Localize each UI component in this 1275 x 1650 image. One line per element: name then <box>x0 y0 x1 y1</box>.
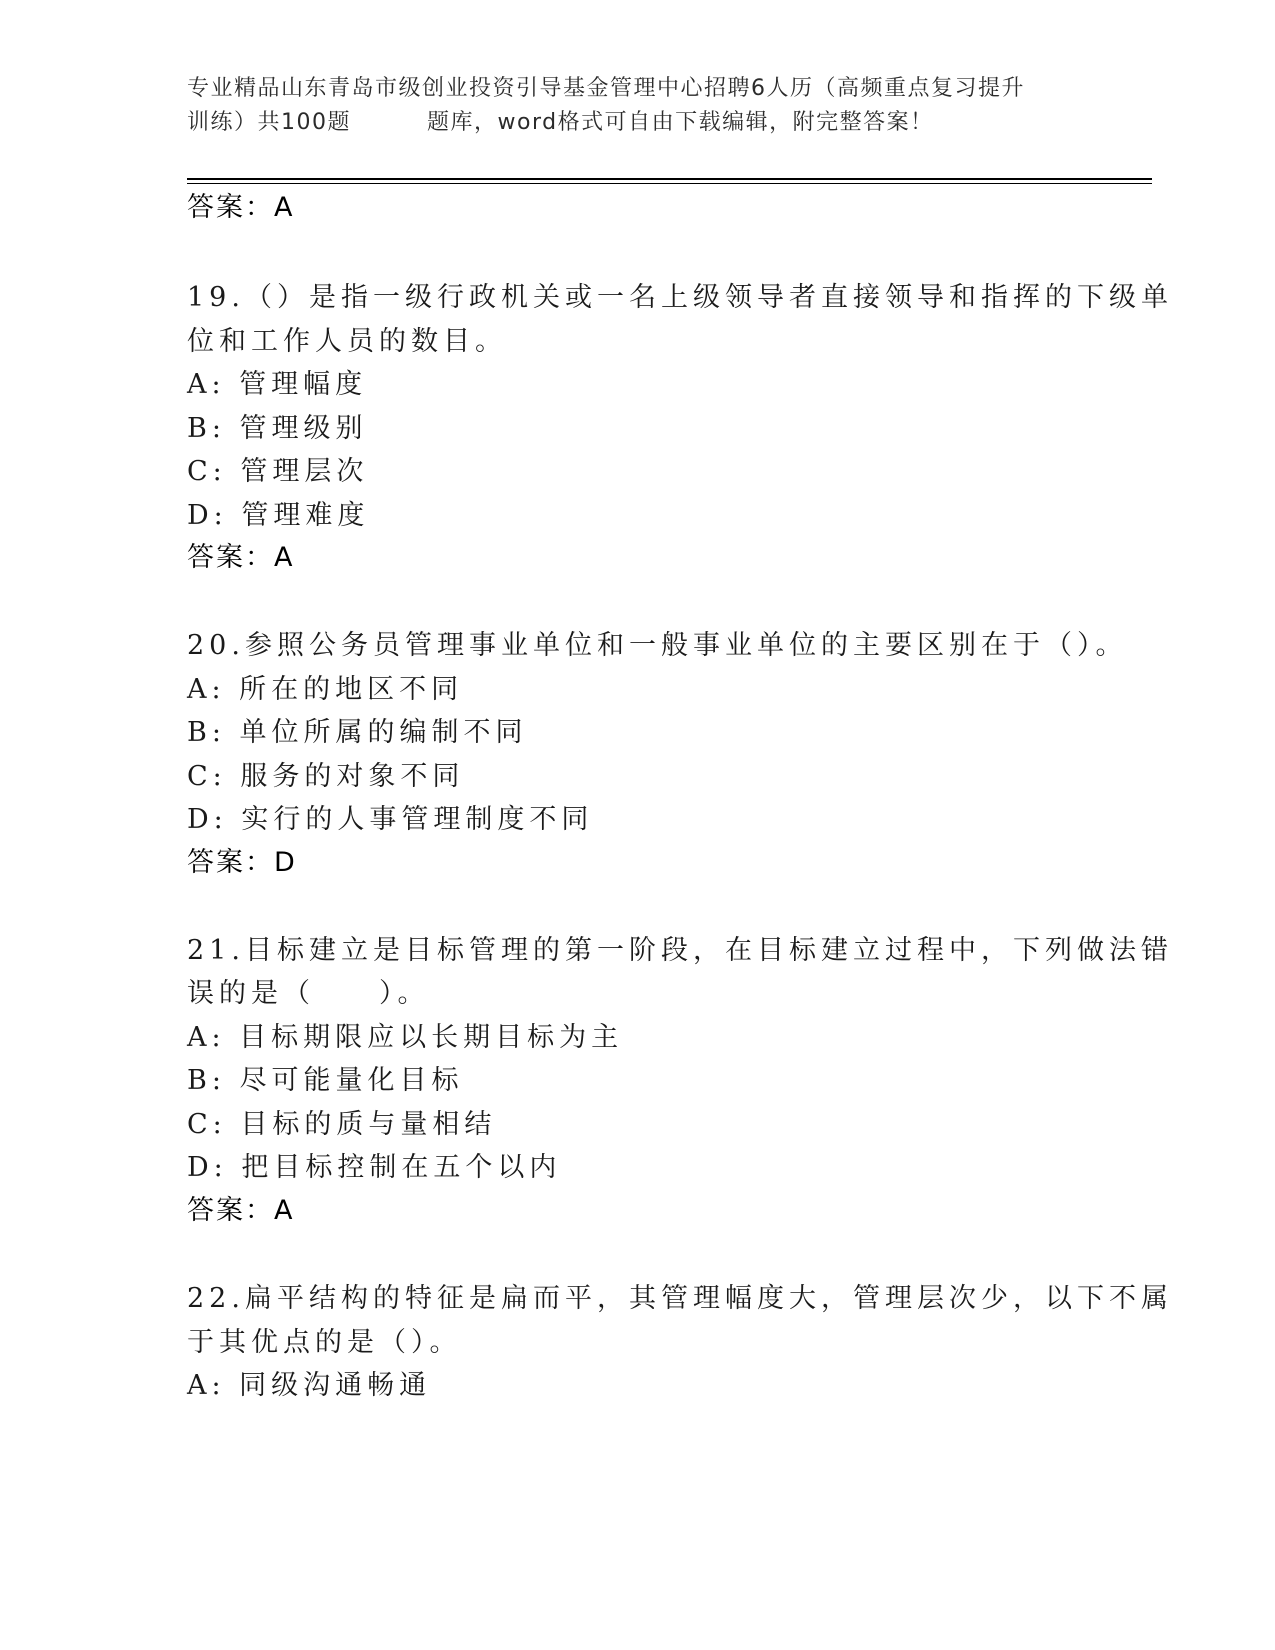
question-21-option-a: A: 目标期限应以长期目标为主 <box>187 1022 624 1053</box>
answer-q18: 答案：A <box>187 192 295 223</box>
header-title-line2-part2: 题库，word格式可自由下载编辑，附完整答案！ <box>427 110 934 135</box>
question-20-text-line1: 20.参照公务员管理事业单位和一般事业单位的主要区别在于（）。 <box>187 630 1128 661</box>
page-header <box>187 72 1087 140</box>
question-22-text-line2: 于其优点的是（）。 <box>187 1327 462 1358</box>
question-21-option-c: C: 目标的质与量相结 <box>187 1109 497 1140</box>
header-title-line2 <box>187 106 1087 140</box>
question-19-option-d: D: 管理难度 <box>187 500 370 531</box>
header-divider-thin <box>187 183 1152 184</box>
question-20-option-a: A: 所在的地区不同 <box>187 674 464 705</box>
question-19-text-line1: 19.（）是指一级行政机关或一名上级领导者直接领导和指挥的下级单 <box>187 282 1173 313</box>
answer-q20: 答案：D <box>187 847 297 878</box>
question-20-option-b: B: 单位所属的编制不同 <box>187 717 528 748</box>
question-21-text-line2: 误的是（ ）。 <box>187 978 430 1009</box>
question-19-text-line2: 位和工作人员的数目。 <box>187 326 507 357</box>
header-title-line1: 专业精品山东青岛市级创业投资引导基金管理中心招聘6人历（高频重点复习提升 <box>187 76 1025 101</box>
question-21-option-d: D: 把目标控制在五个以内 <box>187 1152 562 1183</box>
question-20-option-c: C: 服务的对象不同 <box>187 761 465 792</box>
question-20-option-d: D: 实行的人事管理制度不同 <box>187 804 594 835</box>
question-22-option-a: A: 同级沟通畅通 <box>187 1370 432 1401</box>
question-19-option-a: A: 管理幅度 <box>187 369 368 400</box>
question-22-text-line1: 22.扁平结构的特征是扁而平，其管理幅度大，管理层次少，以下不属 <box>187 1283 1173 1314</box>
header-title-line2-part1: 训练）共100题 <box>187 110 351 135</box>
header-divider-thick <box>187 178 1152 180</box>
question-19-option-b: B: 管理级别 <box>187 413 368 444</box>
answer-q21: 答案：A <box>187 1195 295 1226</box>
question-19-option-c: C: 管理层次 <box>187 456 369 487</box>
question-21-text-line1: 21.目标建立是目标管理的第一阶段，在目标建立过程中，下列做法错 <box>187 935 1173 966</box>
question-21-option-b: B: 尽可能量化目标 <box>187 1065 464 1096</box>
answer-q19: 答案：A <box>187 542 295 573</box>
